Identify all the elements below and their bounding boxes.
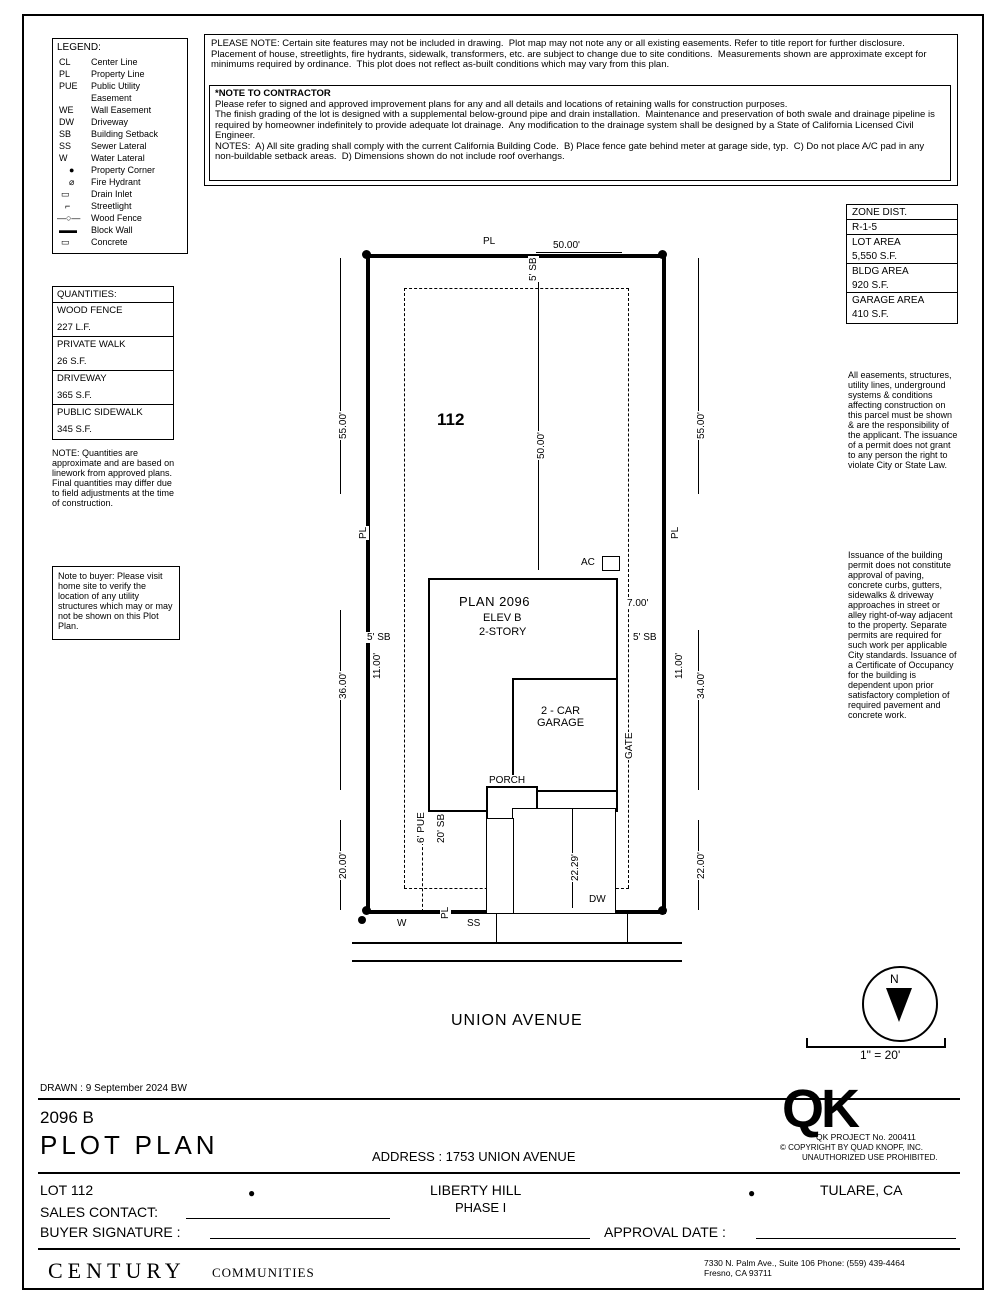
concrete-icon: ▭ xyxy=(61,237,70,247)
legend-symbol: SS xyxy=(59,141,72,151)
contractor-note-body: Please refer to signed and approved improvement plans for any and all details and locations of retaining walls for construction purposes. The finish grading of the lot is designed with a supplemental below-ground pipe and drain installation. Maintenance and preservation of both swale and drainage pipeline is required by homeowner indefinitely to provide adequate lot drainage. Any modification to the drainage system shall be designed by a State of California Licensed Civil Engineer. NOTES: A) All site grading shall comply with the current California Building Code. B) Place fence gate behind meter at garage side, typ. C) Do not place A/C pad in any non-buildable setback areas. D) Dimensions shown do not include roof overhangs. xyxy=(215,98,935,162)
driveway-approach xyxy=(496,914,628,943)
buyer-signature-label: BUYER SIGNATURE : xyxy=(40,1224,181,1240)
right-note-permit: Issuance of the building permit does not constitute approval of paving, concrete curbs, gutters, sidewalks & driveway approaches in street or alley right-of-way adjacent to the property. Separate permits are required for such work per applicable City standards. Issuance of a Certificate of Occupancy for the building is dependent upon prior satisfactory completion of required pavement and concrete work. xyxy=(848,550,957,720)
phase-label: PHASE I xyxy=(455,1200,507,1215)
property-corner-icon: ● xyxy=(69,165,75,175)
pue-line xyxy=(422,842,423,912)
notes-box xyxy=(204,34,958,186)
property-corner-dot xyxy=(362,906,371,915)
quantity-label: DRIVEWAY xyxy=(57,373,107,384)
buyer-note-box: Note to buyer: Please visit home site to verify the location of any utility structures which may or may not be shown on this Plot Plan. xyxy=(52,566,180,640)
builder-subtitle: COMMUNITIES xyxy=(212,1265,315,1280)
ac-label: AC xyxy=(581,557,595,568)
property-line-top xyxy=(366,254,666,258)
dim-left-11: 11.00' xyxy=(372,652,383,679)
legend-symbol: WE xyxy=(59,105,74,115)
north-arrow xyxy=(862,966,938,1042)
stories-label: 2-STORY xyxy=(479,626,527,638)
scale-tick-right xyxy=(944,1038,946,1048)
quantity-value: 227 L.F. xyxy=(53,320,173,337)
legend-label: Block Wall xyxy=(91,225,133,235)
plan-name-label: PLAN 2096 xyxy=(459,594,530,609)
dim-line-left-upper xyxy=(340,258,341,494)
dim-right-lower: 22.00' xyxy=(696,852,707,879)
dim-right-upper: 55.00' xyxy=(696,412,707,439)
dim-right-11: 11.00' xyxy=(674,652,685,679)
legend-label: Easement xyxy=(91,93,132,103)
dim-house-depth: 22.29' xyxy=(570,854,581,881)
legend-symbol: PUE xyxy=(59,81,78,91)
dim-left-upper: 55.00' xyxy=(338,412,349,439)
legend-label: Drain Inlet xyxy=(91,189,133,199)
please-note-text: PLEASE NOTE: Certain site features may not be included in drawing. Plot map may not note any or all existing easements. Refer to title report for further disclosure. Placement of house, streetlights, fire hydrants, sidewalk, transformers, etc. are subject to change due to site conditions. Measurements shown are approximate except for minimums required by ordinance. This plot does not reflect as-built conditions which may vary from this plan. xyxy=(211,38,930,70)
zone-value: 920 S.F. xyxy=(847,278,957,293)
dim-line-center xyxy=(538,270,539,570)
legend-title: LEGEND: xyxy=(57,42,101,53)
legend-label: Fire Hydrant xyxy=(91,177,141,187)
city-state-label: TULARE, CA xyxy=(820,1182,903,1198)
sidewalk-line xyxy=(352,960,682,962)
scale-label: 1" = 20' xyxy=(860,1048,901,1062)
quantity-label: PRIVATE WALK xyxy=(57,339,126,350)
setback-line-right xyxy=(628,288,629,888)
project-name-label: LIBERTY HILL xyxy=(430,1182,522,1198)
zone-value: 410 S.F. xyxy=(852,309,889,320)
qk-project-number: QK PROJECT No. 200411 xyxy=(816,1132,916,1142)
zone-value: R-1-5 xyxy=(847,220,957,235)
legend-label: Property Line xyxy=(91,69,145,79)
bullet-separator: ● xyxy=(748,1186,756,1200)
quantity-label: WOOD FENCE xyxy=(57,305,123,316)
legend-label: Water Lateral xyxy=(91,153,145,163)
north-label: N xyxy=(890,972,899,986)
property-line-right xyxy=(662,254,666,914)
qk-unauthorized: UNAUTHORIZED USE PROHIBITED. xyxy=(802,1153,938,1162)
setback-right-label: 5' SB xyxy=(633,632,657,643)
dim-left-lower: 20.00' xyxy=(338,852,349,879)
porch-label: PORCH xyxy=(489,775,526,786)
pue-label: 6' PUE xyxy=(416,812,427,843)
garage-label: 2 - CAR GARAGE xyxy=(537,705,585,729)
address-label: ADDRESS : 1753 UNION AVENUE xyxy=(372,1149,576,1164)
contractor-note-title: *NOTE TO CONTRACTOR xyxy=(215,88,331,99)
quantity-value: 26 S.F. xyxy=(53,354,173,371)
zone-value: 5,550 S.F. xyxy=(847,249,957,264)
legend-label: Wood Fence xyxy=(91,213,142,223)
legend-label: Public Utility xyxy=(91,81,141,91)
legend-label: Concrete xyxy=(91,237,128,247)
legend-label: Driveway xyxy=(91,117,129,127)
dim-side-7: 7.00' xyxy=(627,598,649,609)
scale-tick-left xyxy=(806,1038,808,1048)
qk-address-line1: 7330 N. Palm Ave., Suite 106 Phone: (559) 439-4464 xyxy=(704,1258,905,1268)
setback-line-top xyxy=(404,288,629,289)
right-note-easements: All easements, structures, utility lines, underground systems & conditions affecting construction on this parcel must be shown & are the responsibility of the applicant. The issuance of a permit does not grant to any person the right to violate City or State Law. xyxy=(848,370,958,470)
legend-label: Streetlight xyxy=(91,201,132,211)
zone-label: GARAGE AREA xyxy=(852,295,925,306)
setback-bottom-label: 20' SB xyxy=(436,813,447,843)
private-walk xyxy=(486,818,514,914)
dim-line-left-mid xyxy=(340,610,341,790)
property-corner-dot xyxy=(658,250,667,259)
quantities-title: QUANTITIES: xyxy=(53,287,173,303)
zone-label: ZONE DIST. xyxy=(847,205,957,220)
qk-copyright: © COPYRIGHT BY QUAD KNOPF, INC. xyxy=(780,1143,923,1152)
property-line-left xyxy=(366,254,370,914)
legend-symbol: PL xyxy=(59,69,71,79)
legend-symbol: SB xyxy=(59,129,72,139)
legend-symbol: W xyxy=(59,153,68,163)
plan-code-label: 2096 B xyxy=(40,1108,94,1127)
dim-line-top xyxy=(536,252,622,253)
gate-label: GATE xyxy=(624,732,635,759)
qk-address-line2: Fresno, CA 93711 xyxy=(704,1268,772,1278)
zone-info-box xyxy=(846,204,958,324)
block-wall-icon: ▬▬ xyxy=(59,225,77,235)
water-lateral-label: W xyxy=(397,918,407,929)
dim-right-mid: 34.00' xyxy=(696,672,707,699)
legend-box xyxy=(52,38,188,254)
legend-label: Building Setback xyxy=(91,129,159,139)
quantity-value: 365 S.F. xyxy=(53,388,173,405)
dim-line-right-upper xyxy=(698,258,699,494)
legend-label: Center Line xyxy=(91,57,138,67)
plot-drawing xyxy=(300,230,830,1029)
quantities-box xyxy=(52,286,174,440)
setback-top-label: 5' SB xyxy=(528,257,539,281)
streetlight-icon: ⌐ xyxy=(65,201,71,211)
drawn-by-label: DRAWN : 9 September 2024 BW xyxy=(40,1083,187,1094)
quantity-value: 345 S.F. xyxy=(57,424,92,435)
sheet-title: PLOT PLAN xyxy=(40,1130,219,1160)
wood-fence-icon: —○— xyxy=(57,213,81,223)
ac-pad xyxy=(602,556,620,571)
setback-line-left xyxy=(404,288,405,888)
legend-label: Wall Easement xyxy=(91,105,152,115)
sewer-lateral-label: SS xyxy=(467,918,481,929)
fire-hydrant-symbol xyxy=(358,916,366,924)
fire-hydrant-icon: ⌀ xyxy=(69,177,75,187)
pl-label-left: PL xyxy=(358,526,369,539)
quantity-label: PUBLIC SIDEWALK xyxy=(57,407,143,418)
elevation-label: ELEV B xyxy=(483,612,522,624)
pl-label-top: PL xyxy=(483,236,496,247)
pl-label-bottom: PL xyxy=(440,906,451,919)
garage-footprint xyxy=(512,678,618,792)
legend-symbol: CL xyxy=(59,57,71,67)
lot-number-label: 112 xyxy=(437,410,465,429)
qk-logo: QK xyxy=(782,1079,857,1139)
property-corner-dot xyxy=(362,250,371,259)
pl-label-right: PL xyxy=(670,526,681,539)
dim-left-mid: 36.00' xyxy=(338,672,349,699)
zone-label: LOT AREA xyxy=(852,237,901,248)
dim-center-vertical: 50.00' xyxy=(536,432,547,459)
builder-name: CENTURY xyxy=(48,1258,186,1283)
contractor-note-box xyxy=(209,85,951,181)
drain-inlet-icon: ▭ xyxy=(61,189,70,199)
north-arrow-icon xyxy=(886,988,912,1022)
zone-label: BLDG AREA xyxy=(852,266,909,277)
lot-label: LOT 112 xyxy=(40,1182,94,1198)
bullet-separator: ● xyxy=(248,1186,256,1200)
sales-contact-label: SALES CONTACT: xyxy=(40,1204,158,1220)
driveway-label: DW xyxy=(589,894,606,905)
property-corner-dot xyxy=(658,906,667,915)
approval-date-label: APPROVAL DATE : xyxy=(604,1224,726,1240)
legend-symbol: DW xyxy=(59,117,74,127)
dim-top-width: 50.00' xyxy=(553,240,580,251)
setback-left-label: 5' SB xyxy=(367,632,391,643)
street-name-label: UNION AVENUE xyxy=(451,1012,583,1029)
dim-line-right-mid xyxy=(698,630,699,790)
legend-label: Property Corner xyxy=(91,165,156,175)
quantities-note: NOTE: Quantities are approximate and are based on linework from approved plans. Final quantities may differ due to field adjustments at the time of construction. xyxy=(52,448,175,508)
legend-label: Sewer Lateral xyxy=(91,141,147,151)
